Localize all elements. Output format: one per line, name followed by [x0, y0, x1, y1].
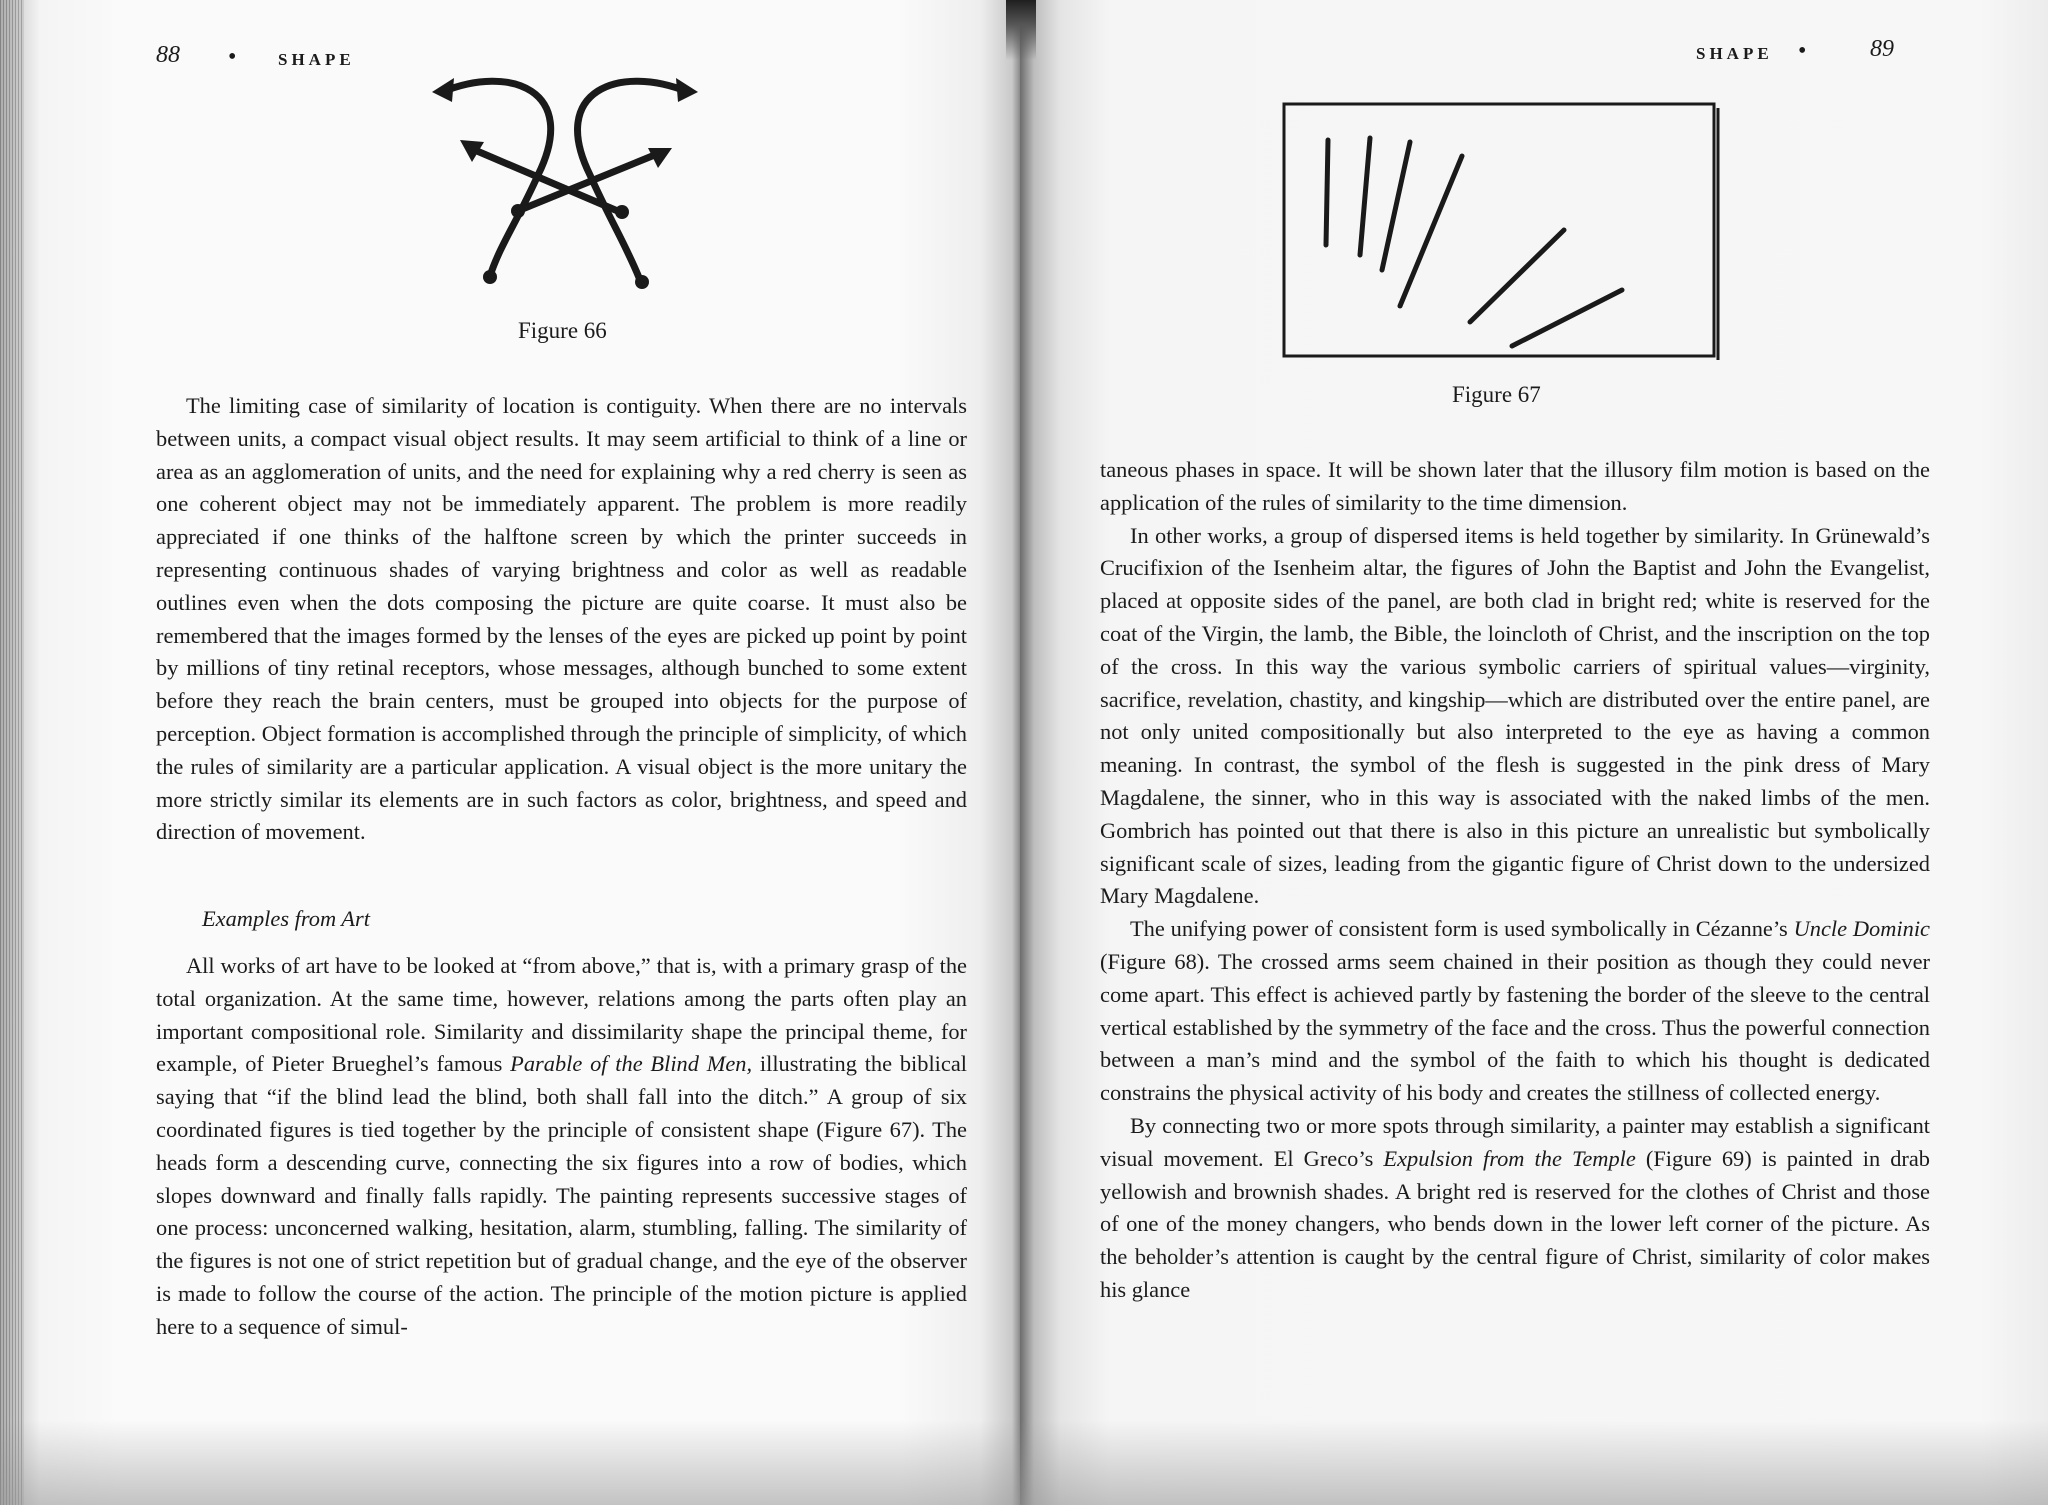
left-running-head: SHAPE [278, 50, 355, 69]
dot-mid-right [615, 205, 629, 219]
dot-bottom-left [483, 270, 497, 284]
stroke-6 [1512, 290, 1622, 346]
right-separator: • [1798, 38, 1807, 64]
left-separator: • [228, 44, 237, 70]
figure-67-caption: Figure 67 [1452, 382, 1541, 407]
right-body-text [1100, 454, 1930, 1307]
left-paragraph-1 [156, 390, 967, 849]
right-page [1020, 0, 2048, 1505]
gutter-shadow [1006, 0, 1036, 60]
dot-bottom-right [635, 275, 649, 289]
paragraph-text: In other works, a group of dispersed items is held together by similarity. In Grünewald’s Crucifixion of the Isenheim altar, the figures of John the Baptist and John the Evangelist, placed at opposite sides of the panel, are both clad in bright red; white is reserved for the coat of the Virgin, the lamb, the Bible, the loincloth of Christ, and the inscription on the top of the cross. In this way the various symbolic carriers of spiritual values—virginity, sacrifice, revelation, chastity, and kingship—which are distributed over the entire panel, are not only united compositionally but also interpreted to the eye as having a common meaning. In contrast, the symbol of the flesh is suggested in the pink dress of Mary Magdalene, the sinner, who in this way is associated with the naked limbs of the men. Gombrich has pointed out that there is also in this picture an unrealistic but symbolically significant scale of sizes, leading from the gigantic figure of Christ down to the undersized Mary Magdalene. [1100, 522, 1930, 909]
page-edge-stack [0, 0, 24, 1505]
painting-title-italic: Uncle Dominic [1793, 916, 1930, 942]
paragraph-text-segment: (Figure 68). The crossed arms seem chained in their position as though they could never come apart. This effect is achieved partly by fastening the border of the sleeve to the central vertical established by the symmetry of the face and the cross. Thus the powerful connection between a man’s mind and the symbol of the faith to which his thought is dedicated constrains the physical activity of his body and creates the stillness of collected energy. [1100, 948, 1930, 1106]
painting-title-italic: Expulsion from the Temple [1383, 1145, 1636, 1171]
paragraph-text [156, 950, 967, 1344]
figure-66-drawing [430, 70, 700, 295]
paragraph-text-segment: All works of art have to be looked at “from above,” that is, with a primary grasp of the total organization. At the same time, however, relations among the parts often play an important compositional role. Similarity and dissimilarity shape the principal theme, for example, of Pieter Brueghel’s famous [156, 953, 967, 1077]
stroke-3 [1382, 142, 1410, 270]
paragraph-text: taneous phases in space. It will be shown later that the illusory film motion is based on the application of the rules of similarity to the time dimension. [1100, 457, 1930, 515]
paragraph-text-segment: By connecting two or more spots through similarity, a painter may establish a significant visual movement. El Greco’s [1100, 1112, 1930, 1171]
arrowhead-top-left [432, 78, 454, 102]
paragraph-text-segment: (Figure 69) is painted in drab yellowish and brownish shades. A bright red is reserved for the clothes of Christ and those of one of the money changers, who bends down in the lower left corner of the picture. As the beholder’s attention is caught by the central figure of Christ, similarity of color makes his glance [1100, 1145, 1930, 1302]
section-subheading: Examples from Art [202, 906, 370, 931]
paragraph-text [1100, 1110, 1930, 1307]
book-title-italic: Parable of the Blind Men, [510, 1051, 753, 1077]
figure-67-frame [1284, 104, 1714, 356]
stroke-1 [1326, 140, 1328, 245]
paragraph-text: The limiting case of similarity of location is contiguity. When there are no intervals between units, a compact visual object results. It may seem artificial to think of a line or area as an agglomeration of units, and the need for explaining why a red cherry is seen as one coherent object may not be immediately apparent. The problem is more readily appreciated if one thinks of the halftone screen by which the printer succeeds in representing continuous shades of varying brightness and color as well as readable outlines even when the dots composing the picture are quite coarse. It must also be remembered that the images formed by the lenses of the eyes are picked up point by point by millions of tiny retinal receptors, whose messages, although bunched to some extent before they reach the brain centers, must be grouped into objects for the purpose of perception. Object formation is accomplished through the principle of simplicity, of which the rules of similarity are a particular application. A visual object is the more unitary the more strictly similar its elements are in such factors as color, brightness, and speed and direction of movement. [156, 393, 967, 845]
paragraph-text [1100, 913, 1930, 1110]
paragraph-text-segment: illustrating the biblical saying that “if the blind lead the blind, both shall fall into the ditch.” A group of six coordinated figures is tied together by the principle of consistent shape (Figure 67). The heads form a descending curve, connecting the six figures into a row of bodies, which slopes downward and finally falls rapidly. The painting represents successive stages of one process: unconcerned walking, hesitation, alarm, stumbling, falling. The similarity of the figures is not one of strict repetition but of gradual change, and the eye of the observer is made to follow the course of the action. The principle of the motion picture is applied here to a sequence of simul- [156, 1051, 967, 1339]
left-paragraph-2 [156, 950, 967, 1344]
right-running-head: SHAPE [1696, 44, 1773, 63]
stroke-2 [1360, 138, 1370, 255]
stroke-4 [1400, 156, 1462, 306]
figure-66-caption: Figure 66 [518, 318, 607, 343]
left-page [0, 0, 1020, 1505]
left-folio: 88 [156, 42, 180, 68]
paragraph-text-segment: The unifying power of consistent form is used symbolically in Cézanne’s [1130, 916, 1794, 942]
right-folio: 89 [1870, 36, 1894, 62]
stroke-5 [1470, 230, 1564, 322]
dot-mid-left [511, 204, 525, 218]
arrowhead-top-right [676, 78, 698, 102]
figure-67-drawing [1282, 100, 1738, 362]
